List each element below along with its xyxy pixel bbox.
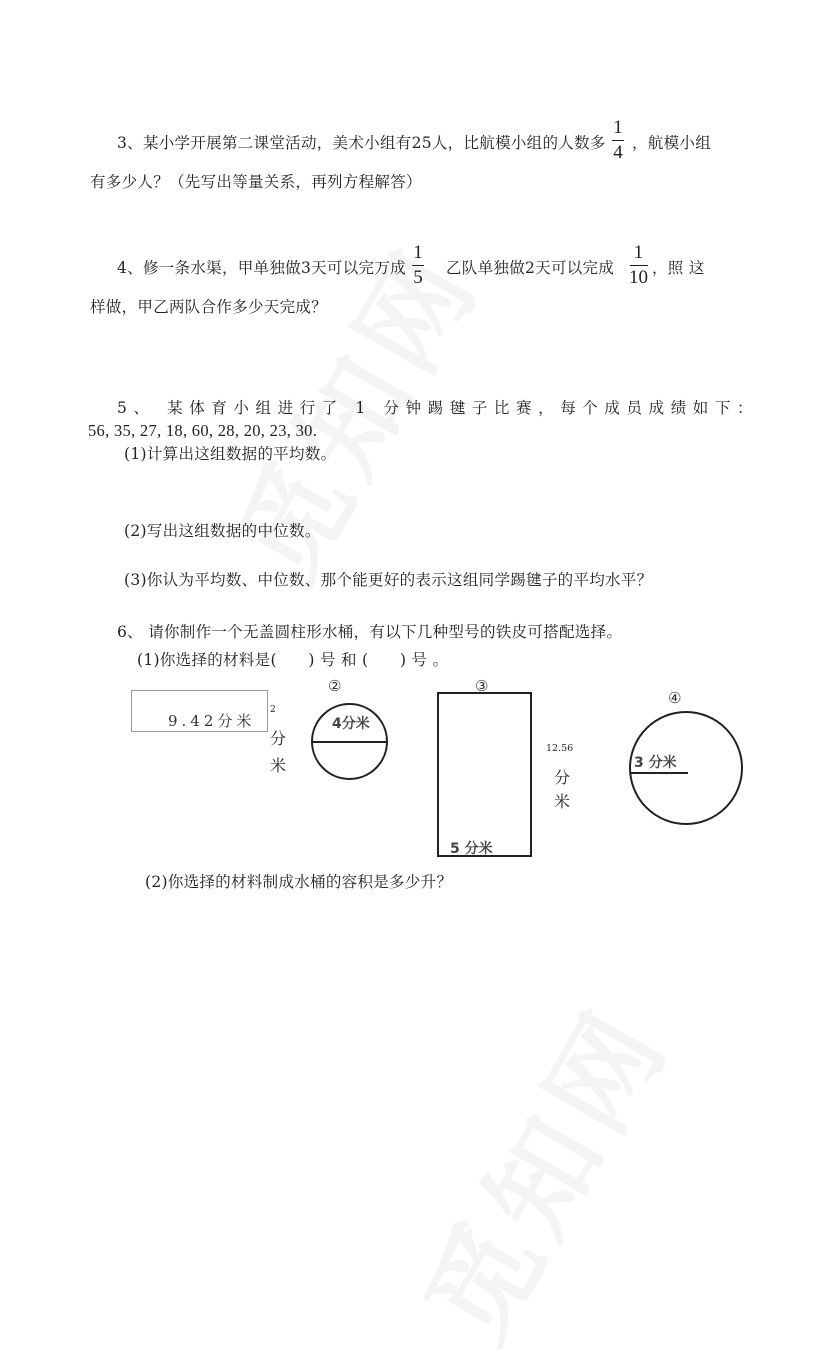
q5-data-line: 56, 35, 27, 18, 60, 28, 20, 23, 30. [88, 421, 318, 440]
q3-line1: 3、某小学开展第二课堂活动，美术小组有25人，比航模小组的人数多 [117, 134, 606, 152]
q5-sub3: (3)你认为平均数、中位数、那个能更好的表示这组同学踢毽子的平均水平？ [124, 571, 653, 589]
q3-fraction-num: 1 [613, 117, 623, 138]
q4-fraction-b [629, 242, 648, 289]
fig4-marker: ④ [668, 689, 682, 707]
q4-line1-b: 乙队单独做2天可以完成 [446, 259, 615, 277]
q4-line1-tail: ，照 这 [652, 259, 705, 277]
rectangle-shape [437, 692, 532, 857]
fig3-side-unit-2: 米 [554, 792, 571, 811]
fig1-height-num: 2 [270, 705, 276, 715]
q4-fraction-a [412, 242, 424, 289]
fig2-label: 4分米 [332, 716, 370, 732]
q4-fraction-a-num: 1 [413, 242, 423, 263]
q3-line1-tail: ，航模小组 [632, 134, 712, 152]
fraction-bar [630, 265, 648, 266]
q6-line1: 6、 请你制作一个无盖圆柱形水桶，有以下几种型号的铁皮可搭配选择。 [117, 623, 623, 641]
watermark-bottom [382, 974, 699, 1364]
fig1-height-unit-1: 分 [270, 729, 287, 748]
q4-line1-a: 4、修一条水渠，甲单独做3天可以完万成 [117, 259, 406, 277]
fraction-bar [412, 265, 424, 266]
q4-fraction-b-num: 1 [633, 242, 644, 263]
q5-line1: 5、 某体育小组进行了 1 分钟踢毽子比赛，每个成员成绩如下： [117, 399, 760, 417]
q4-fraction-a-den: 5 [413, 267, 423, 289]
radius-line [631, 772, 688, 774]
q3-fraction-den: 4 [613, 142, 623, 164]
q4-line2: 样做，甲乙两队合作多少天完成？ [90, 298, 328, 316]
q5-sub1: (1)计算出这组数据的平均数。 [124, 445, 337, 463]
fig3-bottom-label: 5 分米 [450, 841, 493, 857]
q6-sub1: (1)你选择的材料是( ) 号 和 ( ) 号 。 [137, 651, 449, 669]
fig1-height-unit-2: 米 [270, 756, 287, 775]
fraction-bar [612, 140, 624, 141]
fig3-side-unit-1: 分 [554, 768, 571, 787]
fig3-side-num: 12.56 [546, 743, 574, 754]
q6-sub2: (2)你选择的材料制成水桶的容积是多少升？ [145, 873, 453, 891]
q4-fraction-b-den: 10 [629, 267, 648, 289]
fig1-width-label: 9.42分米 [168, 712, 256, 730]
q3-fraction [612, 117, 624, 164]
fig2-marker: ② [328, 677, 342, 695]
fig4-label: 3 分米 [634, 755, 677, 771]
q3-line2: 有多少人？（先写出等量关系，再列方程解答） [90, 173, 422, 191]
q5-sub2: (2)写出这组数据的中位数。 [124, 522, 321, 540]
fig3-marker: ③ [475, 677, 489, 695]
diameter-line [312, 741, 387, 743]
